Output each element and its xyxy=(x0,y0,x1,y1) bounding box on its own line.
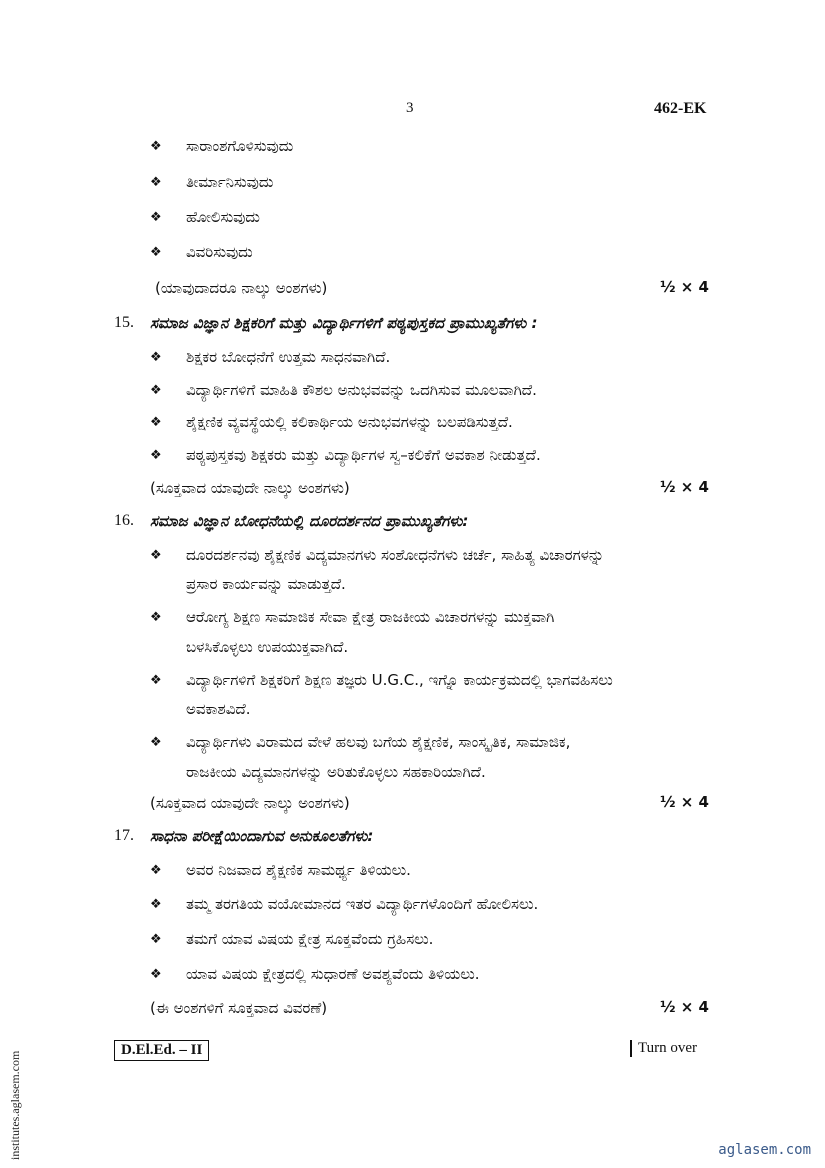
list-item-continuation: ರಾಜಕೀಯ ವಿದ್ಯಮಾನಗಳನ್ನು ಅರಿತುಕೊಳ್ಳಲು ಸಹಕಾರಿಯಾಗಿದೆ. xyxy=(186,763,486,781)
page-number: 3 xyxy=(406,100,414,116)
marks: ½ × 4 xyxy=(660,478,709,496)
answer-note: (ಸೂಕ್ತವಾದ ಯಾವುದೇ ನಾಲ್ಕು ಅಂಶಗಳು) xyxy=(150,479,350,497)
bullet-icon: ❖ xyxy=(150,245,162,260)
bullet-icon: ❖ xyxy=(150,548,162,563)
list-item-continuation: ಪ್ರಸಾರ ಕಾರ್ಯವನ್ನು ಮಾಡುತ್ತದೆ. xyxy=(186,575,346,593)
question-heading: ಸಾಧನಾ ಪರೀಕ್ಷೆಯಿಂದಾಗುವ ಅನುಕೂಲತೆಗಳು: xyxy=(150,827,374,845)
bullet-icon: ❖ xyxy=(150,210,162,225)
question-heading: ಸಮಾಜ ವಿಜ್ಞಾನ ಬೋಧನೆಯಲ್ಲಿ ದೂರದರ್ಶನದ ಪ್ರಾಮುಖ್ಯತೆಗಳು: xyxy=(150,512,469,530)
list-item: ವಿವರಿಸುವುದು xyxy=(186,243,253,261)
list-item: ವಿದ್ಯಾರ್ಥಿಗಳಿಗೆ ಮಾಹಿತಿ ಕೌಶಲ ಅನುಭವವನ್ನು ಒದಗಿಸುವ ಮೂಲವಾಗಿದೆ. xyxy=(186,381,537,399)
vertical-watermark: institutes.aglasem.com xyxy=(8,1050,22,1160)
bullet-icon: ❖ xyxy=(150,139,162,154)
list-item: ಸಾರಾಂಶಗೊಳಿಸುವುದು xyxy=(186,137,294,155)
bullet-icon: ❖ xyxy=(150,610,162,625)
bullet-icon: ❖ xyxy=(150,863,162,878)
bullet-icon: ❖ xyxy=(150,175,162,190)
paper-code: 462-EK xyxy=(654,100,707,117)
question-heading: ಸಮಾಜ ವಿಜ್ಞಾನ ಶಿಕ್ಷಕರಿಗೆ ಮತ್ತು ವಿದ್ಯಾರ್ಥಿಗಳಿಗೆ ಪಠ್ಯಪುಸ್ತಕದ ಪ್ರಾಮುಖ್ಯತೆಗಳು : xyxy=(150,314,538,332)
bullet-icon: ❖ xyxy=(150,673,162,688)
question-number: 17. xyxy=(114,827,134,844)
marks: ½ × 4 xyxy=(660,998,709,1016)
list-item: ದೂರದರ್ಶನವು ಶೈಕ್ಷಣಿಕ ವಿದ್ಯಮಾನಗಳು ಸಂಶೋಧನೆಗಳು ಚರ್ಚೆ, ಸಾಹಿತ್ಯ ವಿಚಾರಗಳನ್ನು xyxy=(186,546,604,564)
list-item-continuation: ಅವಕಾಶವಿದೆ. xyxy=(186,700,251,718)
answer-note: (ಈ ಅಂಶಗಳಿಗೆ ಸೂಕ್ತವಾದ ವಿವರಣೆ) xyxy=(150,999,328,1017)
bullet-icon: ❖ xyxy=(150,448,162,463)
bullet-icon: ❖ xyxy=(150,735,162,750)
corner-watermark: aglasem.com xyxy=(718,1142,811,1158)
bullet-icon: ❖ xyxy=(150,383,162,398)
list-item: ಶೈಕ್ಷಣಿಕ ವ್ಯವಸ್ಥೆಯಲ್ಲಿ ಕಲಿಕಾರ್ಥಿಯ ಅನುಭವಗಳನ್ನು ಬಲಪಡಿಸುತ್ತದೆ. xyxy=(186,413,513,431)
list-item: ಯಾವ ವಿಷಯ ಕ್ಷೇತ್ರದಲ್ಲಿ ಸುಧಾರಣೆ ಅವಶ್ಯವೆಂದು ತಿಳಿಯಲು. xyxy=(186,965,480,983)
bullet-icon: ❖ xyxy=(150,932,162,947)
question-number: 15. xyxy=(114,314,134,331)
bullet-icon: ❖ xyxy=(150,350,162,365)
list-item: ಆರೋಗ್ಯ ಶಿಕ್ಷಣ ಸಾಮಾಜಿಕ ಸೇವಾ ಕ್ಷೇತ್ರ ರಾಜಕೀಯ ವಿಚಾರಗಳನ್ನು ಮುಕ್ತವಾಗಿ xyxy=(186,608,555,626)
list-item: ವಿದ್ಯಾರ್ಥಿಗಳು ವಿರಾಮದ ವೇಳೆ ಹಲವು ಬಗೆಯ ಶೈಕ್ಷಣಿಕ, ಸಾಂಸ್ಕೃತಿಕ, ಸಾಮಾಜಿಕ, xyxy=(186,733,571,751)
bullet-icon: ❖ xyxy=(150,897,162,912)
list-item-continuation: ಬಳಸಿಕೊಳ್ಳಲು ಉಪಯುಕ್ತವಾಗಿದೆ. xyxy=(186,638,349,656)
list-item: ಪಠ್ಯಪುಸ್ತಕವು ಶಿಕ್ಷಕರು ಮತ್ತು ವಿದ್ಯಾರ್ಥಿಗಳ ಸ್ವ–ಕಲಿಕೆಗೆ ಅವಕಾಶ ನೀಡುತ್ತದೆ. xyxy=(186,446,541,464)
turn-over-label: Turn over xyxy=(630,1040,697,1057)
bullet-icon: ❖ xyxy=(150,415,162,430)
list-item: ವಿದ್ಯಾರ್ಥಿಗಳಿಗೆ ಶಿಕ್ಷಕರಿಗೆ ಶಿಕ್ಷಣ ತಜ್ಞರು U.G.C., ಇಗ್ನೊ ಕಾರ್ಯಕ್ರಮದಲ್ಲಿ ಭಾಗವಹಿಸಲು xyxy=(186,671,613,689)
marks: ½ × 4 xyxy=(660,278,709,296)
marks: ½ × 4 xyxy=(660,793,709,811)
course-code-box: D.El.Ed. – II xyxy=(114,1040,209,1061)
list-item: ತಮ್ಮ ತರಗತಿಯ ವಯೋಮಾನದ ಇತರ ವಿದ್ಯಾರ್ಥಿಗಳೊಂದಿಗೆ ಹೋಲಿಸಲು. xyxy=(186,895,539,913)
list-item: ಅವರ ನಿಜವಾದ ಶೈಕ್ಷಣಿಕ ಸಾಮರ್ಥ್ಯ ತಿಳಿಯಲು. xyxy=(186,861,411,879)
bullet-icon: ❖ xyxy=(150,967,162,982)
list-item: ತಮಗೆ ಯಾವ ವಿಷಯ ಕ್ಷೇತ್ರ ಸೂಕ್ತವೆಂದು ಗ್ರಹಿಸಲು. xyxy=(186,930,434,948)
list-item: ಹೋಲಿಸುವುದು xyxy=(186,208,260,226)
list-item: ತೀರ್ಮಾನಿಸುವುದು xyxy=(186,173,274,191)
question-number: 16. xyxy=(114,512,134,529)
list-item: ಶಿಕ್ಷಕರ ಬೋಧನೆಗೆ ಉತ್ತಮ ಸಾಧನವಾಗಿದೆ. xyxy=(186,348,391,366)
answer-note: (ಯಾವುದಾದರೂ ನಾಲ್ಕು ಅಂಶಗಳು) xyxy=(155,279,328,297)
answer-note: (ಸೂಕ್ತವಾದ ಯಾವುದೇ ನಾಲ್ಕು ಅಂಶಗಳು) xyxy=(150,794,350,812)
